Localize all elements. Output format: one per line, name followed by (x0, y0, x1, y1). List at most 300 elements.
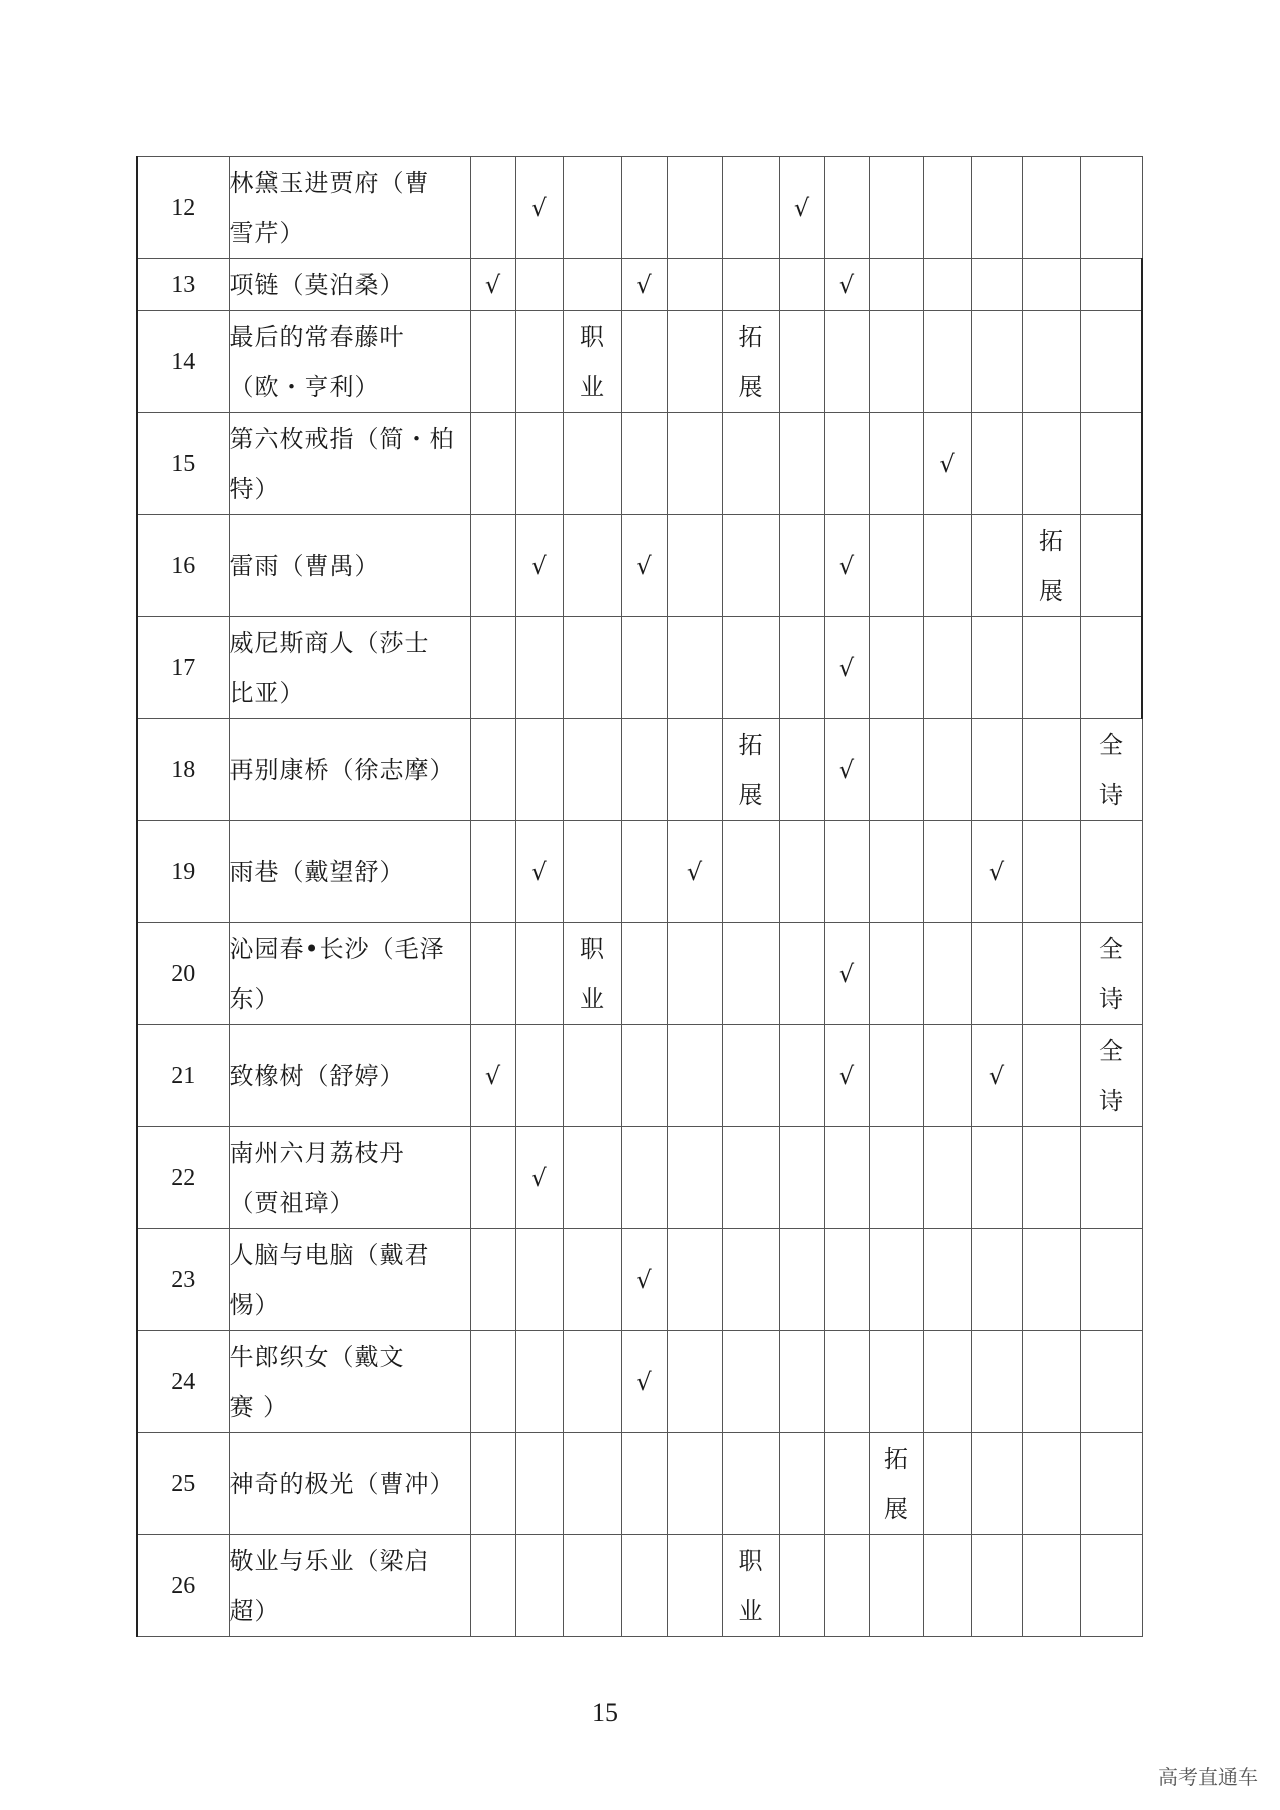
mark-cell (722, 1127, 779, 1229)
mark-cell (779, 311, 824, 413)
mark-cell (1080, 413, 1142, 515)
check-mark-icon: √ (838, 1061, 855, 1090)
mark-cell (1080, 515, 1142, 617)
mark-cell (470, 1331, 515, 1433)
work-title (229, 413, 470, 515)
mark-cell (779, 1025, 824, 1127)
mark-cell (621, 719, 667, 821)
mark-cell (824, 515, 869, 617)
mark-cell (971, 157, 1022, 259)
row-number: 22 (137, 1127, 229, 1229)
mark-cell (971, 923, 1022, 1025)
mark-cell (1080, 719, 1142, 821)
mark-cell (621, 1127, 667, 1229)
work-title-line: （欧・亨利） (229, 372, 380, 401)
work-title-line: 再别康桥（徐志摩） (229, 755, 455, 784)
mark-cell (1080, 1331, 1142, 1433)
table-row (137, 617, 1142, 719)
mark-cell (621, 311, 667, 413)
mark-cell (515, 311, 563, 413)
reading-list-table (136, 156, 1143, 1637)
mark-cell (1080, 923, 1142, 1025)
work-title-line: 最后的常春藤叶 (229, 322, 405, 351)
check-mark-icon: √ (838, 551, 855, 580)
mark-cell (515, 1229, 563, 1331)
work-title-line: 项链（莫泊桑） (229, 270, 405, 299)
mark-cell (515, 1025, 563, 1127)
mark-cell (563, 617, 621, 719)
mark-label-char: 职 (580, 322, 604, 351)
work-title-line: 沁园春•长沙（毛泽 (229, 934, 445, 963)
mark-cell (722, 157, 779, 259)
mark-cell (470, 617, 515, 719)
mark-cell (779, 821, 824, 923)
check-mark-icon: √ (838, 959, 855, 988)
work-title (229, 1229, 470, 1331)
mark-cell (971, 1229, 1022, 1331)
row-number: 26 (137, 1535, 229, 1637)
mark-cell (1080, 617, 1142, 719)
mark-cell (621, 1025, 667, 1127)
mark-cell (869, 413, 923, 515)
mark-cell (824, 1127, 869, 1229)
mark-cell (923, 617, 971, 719)
mark-cell (869, 1229, 923, 1331)
check-mark-icon: √ (838, 270, 855, 299)
mark-cell (1022, 1331, 1080, 1433)
mark-label-char: 业 (580, 372, 604, 401)
mark-label-char: 展 (1039, 576, 1063, 605)
work-title (229, 1433, 470, 1535)
work-title-line: 惕） (229, 1290, 280, 1319)
work-title-line: 林黛玉进贾府（曹 (229, 168, 430, 197)
watermark-text: 高考直通车 (1158, 1765, 1258, 1789)
mark-cell (621, 923, 667, 1025)
mark-cell (563, 719, 621, 821)
mark-cell (470, 259, 515, 311)
mark-cell (563, 413, 621, 515)
work-title (229, 157, 470, 259)
mark-cell (563, 1433, 621, 1535)
mark-cell (824, 1025, 869, 1127)
mark-cell (667, 719, 722, 821)
check-mark-icon: √ (531, 551, 547, 580)
mark-cell (1080, 1025, 1142, 1127)
work-title-line: 神奇的极光（曹冲） (229, 1469, 455, 1498)
work-title-line: 超） (229, 1596, 280, 1625)
mark-cell (667, 1025, 722, 1127)
mark-cell (824, 413, 869, 515)
mark-cell (563, 1535, 621, 1637)
work-title (229, 617, 470, 719)
mark-cell (1022, 1535, 1080, 1637)
mark-cell (470, 413, 515, 515)
table-row (137, 311, 1142, 413)
work-title-line: 比亚） (229, 678, 305, 707)
mark-cell (621, 1331, 667, 1433)
row-number: 14 (137, 311, 229, 413)
work-title (229, 1127, 470, 1229)
mark-cell (515, 157, 563, 259)
mark-cell (923, 1535, 971, 1637)
mark-cell (923, 1229, 971, 1331)
work-title-line: 敬业与乐业（梁启 (229, 1546, 430, 1575)
mark-cell (869, 1025, 923, 1127)
work-title-line: 赛 ） (229, 1392, 289, 1421)
mark-label-char: 拓 (738, 322, 763, 351)
mark-cell (779, 157, 824, 259)
mark-cell (923, 413, 971, 515)
table-row (137, 157, 1142, 259)
mark-cell (515, 719, 563, 821)
work-title-line: 威尼斯商人（莎士 (229, 628, 430, 657)
work-title (229, 821, 470, 923)
work-title-line: 南州六月荔枝丹 (229, 1138, 405, 1167)
table-row (137, 1229, 1142, 1331)
mark-label-char: 职 (580, 934, 604, 963)
mark-cell (621, 259, 667, 311)
table-row (137, 413, 1142, 515)
check-mark-icon: √ (988, 1061, 1005, 1090)
mark-cell (470, 1025, 515, 1127)
mark-label-char: 展 (738, 780, 763, 809)
mark-cell (470, 157, 515, 259)
work-title (229, 311, 470, 413)
check-mark-icon: √ (686, 857, 703, 886)
mark-cell (971, 259, 1022, 311)
mark-cell (667, 515, 722, 617)
mark-cell (923, 923, 971, 1025)
mark-cell (515, 259, 563, 311)
mark-label-char: 全 (1099, 934, 1123, 963)
mark-cell (1022, 617, 1080, 719)
mark-cell (1022, 1433, 1080, 1535)
mark-label-char: 拓 (1039, 526, 1063, 555)
work-title (229, 515, 470, 617)
mark-label-char: 业 (580, 984, 604, 1013)
table-row (137, 923, 1142, 1025)
check-mark-icon: √ (484, 1061, 501, 1090)
mark-cell (470, 923, 515, 1025)
mark-cell (971, 617, 1022, 719)
mark-cell (515, 1331, 563, 1433)
mark-cell (1080, 1433, 1142, 1535)
mark-cell (824, 719, 869, 821)
mark-cell (1022, 259, 1080, 311)
mark-cell (971, 719, 1022, 821)
mark-cell (779, 515, 824, 617)
mark-cell (470, 311, 515, 413)
page-number: 15 (592, 1698, 618, 1727)
mark-cell (1022, 821, 1080, 923)
mark-cell (1022, 719, 1080, 821)
mark-cell (667, 617, 722, 719)
mark-cell (971, 515, 1022, 617)
check-mark-icon: √ (531, 1163, 547, 1192)
mark-cell (971, 1331, 1022, 1433)
mark-cell (971, 311, 1022, 413)
work-title (229, 1535, 470, 1637)
mark-cell (869, 157, 923, 259)
mark-cell (923, 1331, 971, 1433)
check-mark-icon: √ (838, 653, 855, 682)
mark-cell (971, 1535, 1022, 1637)
work-title (229, 259, 470, 311)
row-number: 12 (137, 157, 229, 259)
mark-cell (923, 157, 971, 259)
mark-cell (563, 821, 621, 923)
mark-cell (470, 821, 515, 923)
mark-cell (824, 923, 869, 1025)
mark-cell (722, 1025, 779, 1127)
mark-cell (869, 821, 923, 923)
mark-cell (563, 515, 621, 617)
mark-cell (470, 1127, 515, 1229)
mark-cell (563, 1229, 621, 1331)
mark-cell (869, 923, 923, 1025)
mark-cell (621, 1229, 667, 1331)
mark-cell (869, 719, 923, 821)
mark-cell (923, 515, 971, 617)
mark-cell (722, 311, 779, 413)
mark-label-char: 展 (738, 372, 763, 401)
mark-cell (667, 1127, 722, 1229)
check-mark-icon: √ (636, 270, 652, 299)
work-title (229, 1025, 470, 1127)
mark-cell (779, 1433, 824, 1535)
mark-cell (563, 259, 621, 311)
row-number: 23 (137, 1229, 229, 1331)
work-title-line: 东） (229, 984, 280, 1013)
mark-cell (515, 1127, 563, 1229)
check-mark-icon: √ (531, 857, 547, 886)
mark-cell (621, 1535, 667, 1637)
mark-cell (971, 1127, 1022, 1229)
table-row (137, 1433, 1142, 1535)
mark-label-char: 诗 (1099, 1086, 1123, 1115)
mark-cell (667, 1433, 722, 1535)
work-title-line: 牛郎织女（戴文 (229, 1342, 405, 1371)
mark-cell (779, 413, 824, 515)
mark-cell (621, 1433, 667, 1535)
mark-label-char: 诗 (1099, 984, 1123, 1013)
check-mark-icon: √ (484, 270, 501, 299)
mark-cell (621, 515, 667, 617)
work-title-line: 致橡树（舒婷） (229, 1061, 405, 1090)
work-title-line: 雨巷（戴望舒） (229, 857, 405, 886)
mark-cell (1022, 311, 1080, 413)
mark-cell (824, 1433, 869, 1535)
mark-cell (923, 259, 971, 311)
mark-label-char: 拓 (738, 730, 763, 759)
row-number: 21 (137, 1025, 229, 1127)
mark-cell (563, 1127, 621, 1229)
mark-cell (722, 617, 779, 719)
mark-label-char: 全 (1099, 1036, 1123, 1065)
mark-cell (824, 311, 869, 413)
row-number: 13 (137, 259, 229, 311)
table-row (137, 1127, 1142, 1229)
table-body (137, 157, 1142, 1637)
mark-cell (971, 821, 1022, 923)
mark-cell (470, 1535, 515, 1637)
work-title-line: 特） (229, 474, 280, 503)
table-row (137, 1025, 1142, 1127)
mark-cell (722, 719, 779, 821)
mark-cell (779, 923, 824, 1025)
mark-cell (1022, 1025, 1080, 1127)
mark-cell (869, 1535, 923, 1637)
mark-cell (1080, 821, 1142, 923)
row-number: 17 (137, 617, 229, 719)
check-mark-icon: √ (531, 193, 547, 222)
mark-cell (667, 1331, 722, 1433)
work-title (229, 1331, 470, 1433)
mark-cell (779, 1229, 824, 1331)
mark-label-char: 全 (1099, 730, 1123, 759)
mark-cell (824, 1535, 869, 1637)
mark-cell (923, 821, 971, 923)
mark-cell (722, 1535, 779, 1637)
mark-cell (1080, 1535, 1142, 1637)
mark-cell (722, 259, 779, 311)
mark-cell (470, 515, 515, 617)
mark-cell (1022, 923, 1080, 1025)
mark-cell (779, 1331, 824, 1433)
mark-cell (1080, 157, 1142, 259)
check-mark-icon: √ (636, 551, 652, 580)
row-number: 19 (137, 821, 229, 923)
work-title-line: （贾祖璋） (229, 1188, 355, 1217)
check-mark-icon: √ (939, 449, 955, 478)
mark-cell (923, 1025, 971, 1127)
mark-cell (869, 259, 923, 311)
mark-cell (722, 1433, 779, 1535)
mark-cell (869, 311, 923, 413)
mark-cell (869, 1331, 923, 1433)
row-number: 18 (137, 719, 229, 821)
mark-label-char: 拓 (884, 1444, 908, 1473)
mark-cell (869, 1433, 923, 1535)
row-number: 24 (137, 1331, 229, 1433)
row-number: 20 (137, 923, 229, 1025)
mark-cell (779, 719, 824, 821)
work-title (229, 719, 470, 821)
mark-cell (515, 413, 563, 515)
mark-cell (667, 821, 722, 923)
mark-cell (824, 157, 869, 259)
table-row (137, 1331, 1142, 1433)
mark-cell (563, 157, 621, 259)
mark-cell (779, 1535, 824, 1637)
mark-cell (1080, 259, 1142, 311)
mark-cell (779, 259, 824, 311)
mark-cell (515, 1535, 563, 1637)
mark-cell (621, 617, 667, 719)
mark-cell (824, 1229, 869, 1331)
mark-cell (563, 1025, 621, 1127)
mark-cell (1022, 413, 1080, 515)
mark-cell (515, 1433, 563, 1535)
mark-cell (515, 923, 563, 1025)
mark-cell (1022, 1127, 1080, 1229)
mark-cell (722, 1229, 779, 1331)
mark-label-char: 诗 (1099, 780, 1123, 809)
mark-cell (621, 157, 667, 259)
mark-cell (667, 311, 722, 413)
mark-cell (667, 259, 722, 311)
mark-cell (869, 617, 923, 719)
row-number: 25 (137, 1433, 229, 1535)
mark-cell (515, 617, 563, 719)
mark-cell (470, 1229, 515, 1331)
mark-cell (824, 1331, 869, 1433)
check-mark-icon: √ (636, 1367, 652, 1396)
work-title-line: 第六枚戒指（简・柏 (229, 424, 455, 453)
mark-cell (1080, 311, 1142, 413)
work-title-line: 雷雨（曹禺） (229, 551, 380, 580)
mark-cell (971, 1433, 1022, 1535)
table-row (137, 259, 1142, 311)
table-row (137, 719, 1142, 821)
work-title (229, 923, 470, 1025)
mark-cell (563, 923, 621, 1025)
mark-cell (563, 1331, 621, 1433)
mark-cell (923, 1127, 971, 1229)
mark-cell (621, 821, 667, 923)
table-row (137, 821, 1142, 923)
mark-cell (779, 617, 824, 719)
mark-label-char: 展 (884, 1494, 908, 1523)
mark-cell (470, 719, 515, 821)
mark-cell (722, 413, 779, 515)
mark-cell (1080, 1229, 1142, 1331)
check-mark-icon: √ (636, 1265, 652, 1294)
mark-cell (923, 719, 971, 821)
mark-cell (779, 1127, 824, 1229)
mark-cell (722, 923, 779, 1025)
mark-cell (923, 311, 971, 413)
row-number: 16 (137, 515, 229, 617)
mark-cell (971, 413, 1022, 515)
mark-cell (667, 1535, 722, 1637)
work-title-line: 雪芹） (229, 218, 305, 247)
mark-cell (667, 413, 722, 515)
mark-cell (667, 1229, 722, 1331)
mark-cell (869, 1127, 923, 1229)
mark-cell (1022, 515, 1080, 617)
mark-cell (667, 157, 722, 259)
table-row (137, 515, 1142, 617)
mark-cell (824, 617, 869, 719)
mark-cell (869, 515, 923, 617)
work-title-line: 人脑与电脑（戴君 (229, 1240, 430, 1269)
mark-label-char: 业 (738, 1596, 763, 1625)
mark-cell (515, 515, 563, 617)
mark-cell (923, 1433, 971, 1535)
check-mark-icon: √ (793, 193, 810, 222)
mark-cell (563, 311, 621, 413)
mark-cell (667, 923, 722, 1025)
mark-cell (515, 821, 563, 923)
mark-cell (824, 259, 869, 311)
mark-cell (722, 515, 779, 617)
mark-cell (971, 1025, 1022, 1127)
mark-cell (1022, 1229, 1080, 1331)
mark-label-char: 职 (738, 1546, 763, 1575)
mark-cell (722, 821, 779, 923)
mark-cell (621, 413, 667, 515)
